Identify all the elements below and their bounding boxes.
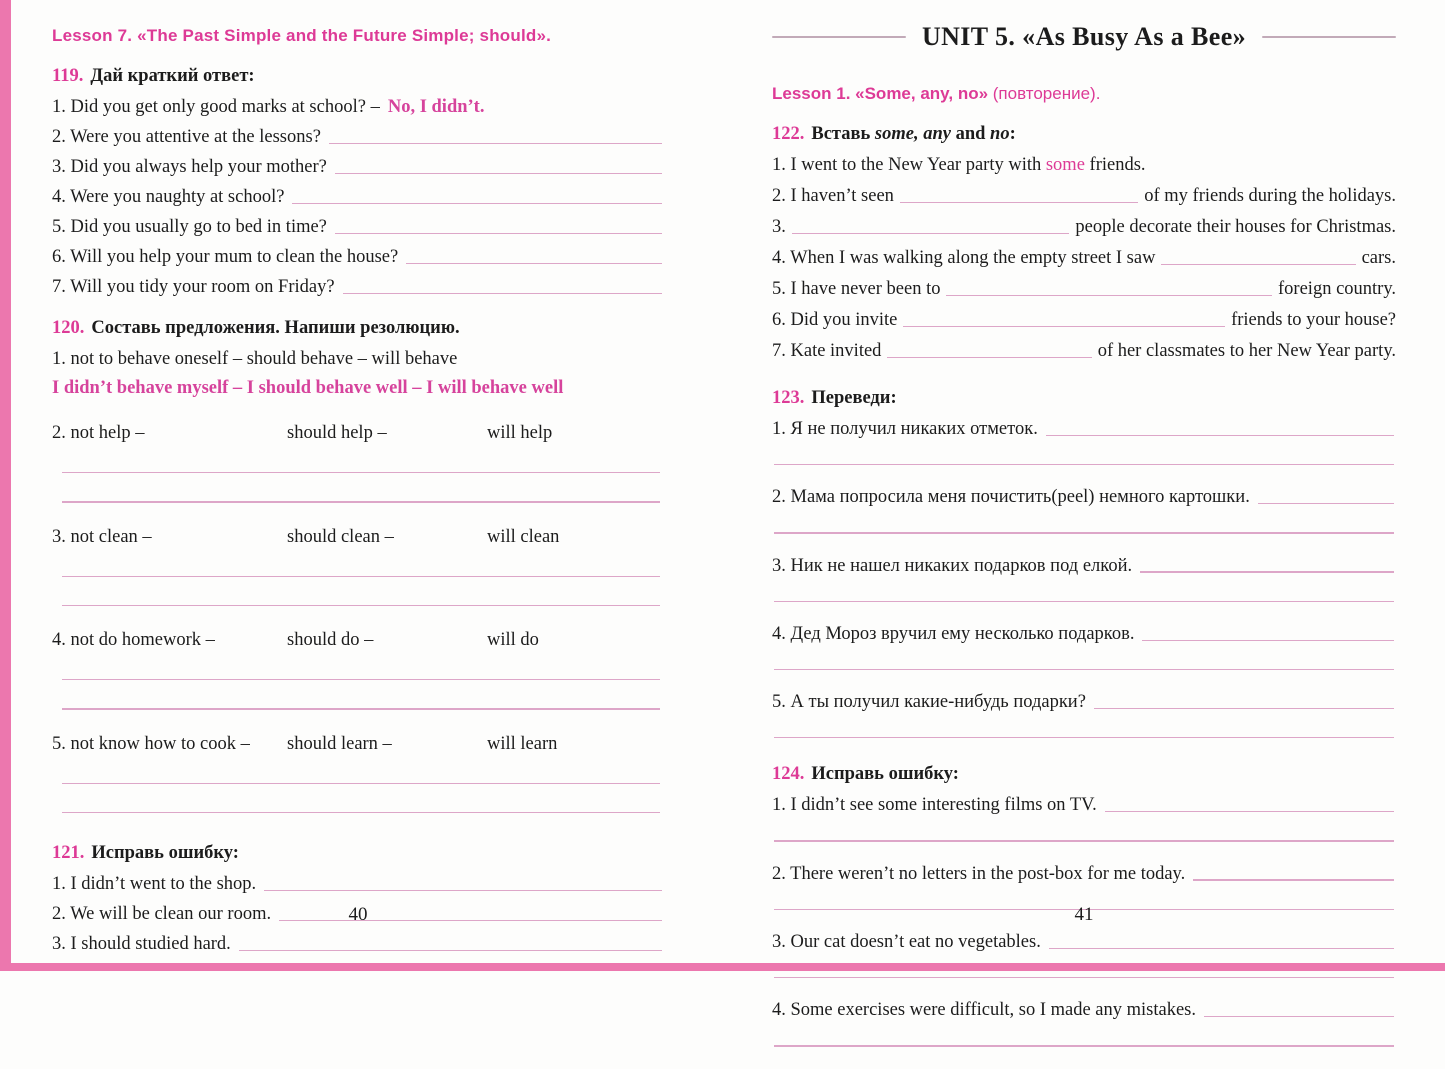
prompt-col-2: should clean –: [287, 526, 394, 547]
question-text: 3. I should studied hard.: [52, 934, 231, 955]
sentence-line: [772, 310, 1396, 331]
prompt-col-3: will clean: [487, 526, 560, 547]
sentence-segment: friends.: [1084, 155, 1146, 175]
exercise-123-title-text: Переведи:: [811, 388, 897, 408]
exercise-122-title-text: [811, 124, 1015, 144]
answer-rule: [774, 669, 1394, 670]
decorative-line-right: [1262, 36, 1396, 38]
answer-rule: [62, 605, 660, 606]
question-line: [52, 157, 664, 178]
answer-line: [1258, 503, 1394, 504]
page-number-right: 41: [1074, 904, 1094, 925]
exercise-124-title: [772, 764, 1396, 785]
question-text: 2. Were you attentive at the lessons?: [52, 127, 321, 147]
answer-line: [1105, 811, 1394, 812]
prompt-row: [52, 630, 664, 651]
prompt-col-2: should do –: [287, 630, 374, 651]
answer-line: [264, 890, 662, 891]
answer-line: [335, 173, 662, 174]
answer-line: [1142, 640, 1394, 641]
answer-rule: [774, 532, 1394, 533]
sentence-segment: 1. I went to the New Year party with: [772, 155, 1046, 175]
prompt-col-1: 3. not clean –: [52, 526, 152, 547]
sentence-segment: foreign country.: [1278, 279, 1396, 299]
exercise-124-number: 124.: [772, 764, 805, 785]
sentence-text: 3. Our cat doesn’t eat no vegetables.: [772, 932, 1041, 953]
answer-rule: [774, 840, 1394, 841]
answer-line: [1204, 1016, 1394, 1017]
title-italic-words: no: [990, 124, 1010, 144]
sentence-segment: 7. Kate invited: [772, 341, 882, 361]
answer-line: [335, 233, 662, 234]
sentence-line: [772, 692, 1396, 713]
answer-line: [239, 950, 662, 951]
answer-rule: [774, 464, 1394, 465]
example-answer: I didn’t behave myself – I should behave well – I will behave well: [52, 378, 564, 398]
answer-line: [329, 143, 662, 144]
sentence-text: 2. Мама попросила меня почистить(peel) немного картошки.: [772, 487, 1250, 508]
question-text: 1. I didn’t went to the shop.: [52, 874, 257, 895]
answer-rule: [774, 1045, 1394, 1046]
title-segment: :: [1009, 124, 1016, 144]
decorative-line-left: [772, 36, 906, 38]
sentence-line: [772, 624, 1396, 645]
question-line: [52, 97, 664, 118]
sentence-text: 4. Some exercises were difficult, so I made any mistakes.: [772, 1000, 1197, 1021]
answer-rule: [62, 708, 660, 709]
answer-rule: [62, 576, 660, 577]
exercise-119-number: 119.: [52, 66, 84, 86]
sentence-line: [772, 487, 1396, 508]
lesson-7-header: Lesson 7. «The Past Simple and the Future Simple; should».: [52, 26, 552, 45]
exercise-121-title-text: Исправь ошибку:: [91, 843, 239, 864]
sentence-segment: 4. When I was walking along the empty street I saw: [772, 248, 1156, 268]
answer-line: [1094, 708, 1394, 709]
answer-rule: [62, 783, 660, 784]
sentence-line: [772, 795, 1396, 816]
sentence-segment: people decorate their houses for Christmas.: [1075, 217, 1396, 237]
question-line: [52, 217, 664, 238]
sentence-segment: 2. I haven’t seen: [772, 186, 894, 206]
answer-line: [1046, 435, 1394, 436]
exercise-119-title: [52, 66, 664, 87]
question-text: 1. Did you get only good marks at school? –: [52, 97, 380, 117]
question-text: 2. We will be clean our room.: [52, 904, 272, 925]
sentence-line: [772, 279, 1396, 300]
question-text: 5. Did you usually go to bed in time?: [52, 217, 327, 237]
exercise-120-title-text: Составь предложения. Напиши резолюцию.: [91, 318, 460, 338]
answer-rule: [774, 601, 1394, 602]
filled-answer-word: some: [1045, 155, 1085, 175]
blank-line: [946, 295, 1272, 296]
question-text: 7. Will you tidy your room on Friday?: [52, 277, 335, 297]
sentence-line: [772, 932, 1396, 953]
prompt-col-2: should help –: [287, 423, 387, 443]
answer-rule: [62, 812, 660, 813]
exercise-121-number: 121.: [52, 843, 85, 864]
sentence-segment: cars.: [1361, 248, 1396, 268]
title-segment: and: [950, 124, 991, 144]
exercise-124-title-text: Исправь ошибку:: [811, 764, 959, 785]
sentence-segment: of her classmates to her New Year party.: [1097, 341, 1396, 361]
sentence-line: [772, 341, 1396, 362]
sentence-text: 3. Ник не нашел никаких подарков под елкой.: [772, 555, 1133, 576]
question-line: [52, 277, 664, 298]
sentence-text: 4. Дед Мороз вручил ему несколько подарков.: [772, 623, 1135, 644]
sentence-line: [772, 419, 1396, 440]
sentence-line: [772, 1000, 1396, 1021]
sentence-segment: friends to your house?: [1231, 310, 1396, 330]
answer-rule: [62, 679, 660, 680]
exercise-121-title: [52, 843, 664, 864]
blank-line: [792, 233, 1070, 234]
lesson-1-header-suffix: (повторение).: [988, 84, 1101, 103]
prompt-col-1: 2. not help –: [52, 423, 145, 443]
answer-line: [406, 263, 662, 264]
title-italic-words: some, any: [874, 124, 951, 144]
translate-item: [772, 624, 1396, 670]
prompt-col-1: 5. not know how to cook –: [52, 733, 250, 754]
answer-line: [292, 203, 662, 204]
unit-header: [772, 22, 1396, 52]
sentence-line: [772, 186, 1396, 207]
sentence-line: [772, 248, 1396, 269]
exercise-120-title: [52, 318, 664, 339]
lesson-1-header: [772, 84, 1396, 104]
question-line: [52, 934, 664, 955]
correct-item: [772, 1000, 1396, 1046]
sentence-segment: 5. I have never been to: [772, 279, 941, 299]
prompt-col-1: 4. not do homework –: [52, 630, 215, 651]
question-line: [52, 247, 664, 268]
question-line: [52, 127, 664, 148]
blank-line: [1161, 264, 1355, 265]
exercise-120-number: 120.: [52, 318, 85, 338]
prompt-row: [52, 734, 664, 755]
translate-item: [772, 487, 1396, 533]
answer-rule: [774, 737, 1394, 738]
prompt-col-3: will learn: [487, 733, 558, 754]
question-text: 6. Will you help your mum to clean the house?: [52, 247, 399, 267]
prompt-col-3: will do: [487, 630, 539, 651]
blank-line: [887, 357, 1091, 358]
prompt-row: [52, 423, 664, 444]
question-text: 3. Did you always help your mother?: [52, 157, 327, 177]
sentence-text: 2. There weren’t no letters in the post-box for me today.: [772, 863, 1186, 884]
prompt-col-2: should learn –: [287, 733, 392, 754]
page-left: [52, 26, 664, 964]
blank-line: [903, 326, 1225, 327]
book-edge-left: [0, 0, 11, 971]
sentence-line: [772, 864, 1396, 885]
sentence-line: [772, 155, 1396, 176]
exercise-123-title: [772, 388, 1396, 409]
sentence-text: 5. А ты получил какие-нибудь подарки?: [772, 692, 1086, 713]
page-number-left: 40: [348, 904, 368, 925]
translate-item: [772, 419, 1396, 465]
answer-line: [1193, 879, 1394, 880]
sentence-segment: 6. Did you invite: [772, 310, 898, 330]
sentence-line: [772, 217, 1396, 238]
correct-item: [772, 795, 1396, 841]
correct-item: [772, 932, 1396, 978]
question-line: [52, 874, 664, 895]
answer-rule: [62, 501, 660, 502]
prompt-row: [52, 527, 664, 548]
answer-line: [1140, 571, 1394, 572]
unit-title: UNIT 5. «As Busy As a Bee»: [921, 22, 1247, 51]
example-prompt: 1. not to behave oneself – should behave – will behave: [52, 349, 458, 369]
exercise-119-title-text: Дай краткий ответ:: [90, 66, 255, 86]
title-segment: Вставь: [811, 124, 875, 144]
sentence-segment: of my friends during the holidays.: [1144, 186, 1396, 206]
answer-line: [343, 293, 662, 294]
sentence-text: 1. Я не получил никаких отметок.: [772, 419, 1038, 439]
sentence-segment: 3.: [772, 217, 786, 237]
translate-item: [772, 556, 1396, 602]
exercise-122-number: 122.: [772, 124, 805, 144]
answer-rule: [774, 977, 1394, 978]
exercise-123-number: 123.: [772, 388, 805, 408]
answer-line: [1049, 948, 1394, 949]
exercise-122-title: [772, 124, 1396, 145]
sentence-line: [772, 556, 1396, 577]
blank-line: [900, 202, 1138, 203]
lesson-1-header-main: Lesson 1. «Some, any, no»: [772, 84, 989, 103]
sentence-text: 1. I didn’t see some interesting films on TV.: [772, 795, 1097, 816]
question-line: [52, 187, 664, 208]
answer-text: No, I didn’t.: [387, 97, 485, 117]
answer-rule: [62, 472, 660, 473]
question-text: 4. Were you naughty at school?: [52, 187, 285, 207]
translate-item: [772, 692, 1396, 738]
prompt-col-3: will help: [487, 423, 553, 443]
